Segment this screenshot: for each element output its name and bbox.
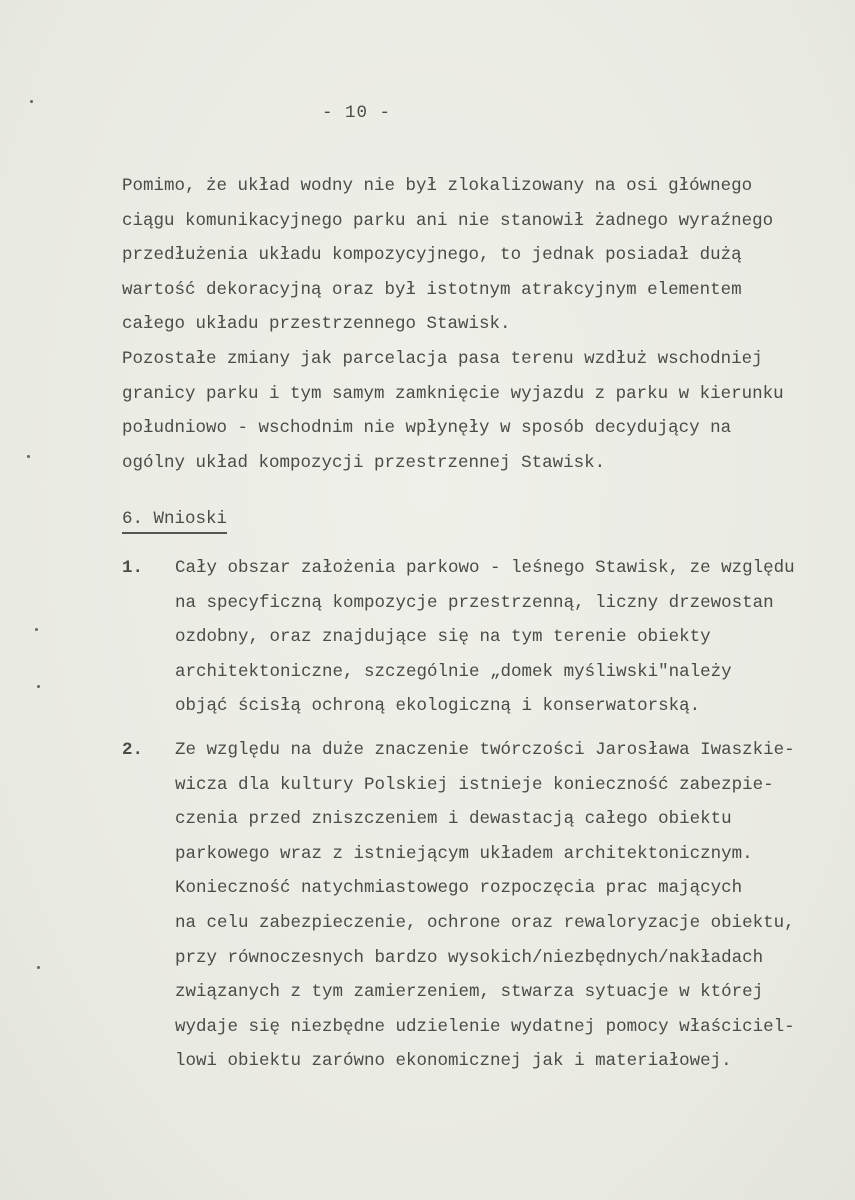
paper-speck <box>35 628 38 631</box>
text-line: Ze względu na duże znaczenie twórczości Jarosława Iwaszkie- <box>175 740 795 760</box>
text-line: objąć ścisłą ochroną ekologiczną i konserwatorską. <box>175 696 701 717</box>
text-line: wicza dla kultury Polskiej istnieje konieczność zabezpie- <box>175 774 774 795</box>
page-number: - 10 - <box>322 103 392 123</box>
text-line: lowi obiektu zarówno ekonomicznej jak i materiałowej. <box>175 1051 732 1072</box>
paper-speck <box>37 685 40 688</box>
item-number: 1. <box>122 558 144 578</box>
text-line: ozdobny, oraz znajdujące się na tym terenie obiekty <box>175 627 711 648</box>
text-line: Pomimo, że układ wodny nie był zlokalizowany na osi głównego <box>122 176 753 196</box>
text-line: ogólny układ kompozycji przestrzennej Stawisk. <box>122 452 606 473</box>
text-line: Cały obszar założenia parkowo - leśnego Stawisk, ze względu <box>175 558 795 578</box>
text-line: przedłużenia układu kompozycyjnego, to jednak posiadał dużą <box>122 245 742 266</box>
intro-paragraph <box>122 169 784 480</box>
text-line: ciągu komunikacyjnego parku ani nie stanowił żadnego wyraźnego <box>122 210 774 231</box>
section-heading <box>122 502 227 537</box>
text-line: Konieczność natychmiastowego rozpoczęcia prac mających <box>175 878 743 899</box>
section-heading-text: 6. Wnioski <box>122 509 227 534</box>
text-line: Pozostałe zmiany jak parcelacja pasa terenu wzdłuż wschodniej <box>122 348 763 369</box>
text-line: parkowego wraz z istniejącym układem architektonicznym. <box>175 843 753 864</box>
text-line: wartość dekoracyjną oraz był istotnym atrakcyjnym elementem <box>122 279 742 300</box>
text-line: granicy parku i tym samym zamknięcie wyjazdu z parku w kierunku <box>122 383 784 404</box>
conclusion-item-2 <box>175 733 795 1079</box>
text-line: południowo - wschodnim nie wpłynęły w sposób decydujący na <box>122 418 732 439</box>
text-line: wydaje się niezbędne udzielenie wydatnej pomocy właściciel- <box>175 1016 795 1037</box>
text-line: związanych z tym zamierzeniem, stwarza sytuacje w której <box>175 982 764 1003</box>
text-line: całego układu przestrzennego Stawisk. <box>122 314 511 335</box>
paper-speck <box>30 100 33 103</box>
paper-speck <box>27 455 30 458</box>
text-line: czenia przed zniszczeniem i dewastacją całego obiektu <box>175 809 732 830</box>
text-line: architektoniczne, szczególnie „domek myśliwski"należy <box>175 661 732 682</box>
text-line: przy równoczesnych bardzo wysokich/niezbędnych/nakładach <box>175 947 764 968</box>
item-number: 2. <box>122 740 144 760</box>
paper-speck <box>37 966 40 969</box>
text-line: na specyficzną kompozycje przestrzenną, liczny drzewostan <box>175 592 774 613</box>
text-line: na celu zabezpieczenie, ochrone oraz rewaloryzacje obiektu, <box>175 912 795 933</box>
conclusion-item-1 <box>175 551 795 724</box>
